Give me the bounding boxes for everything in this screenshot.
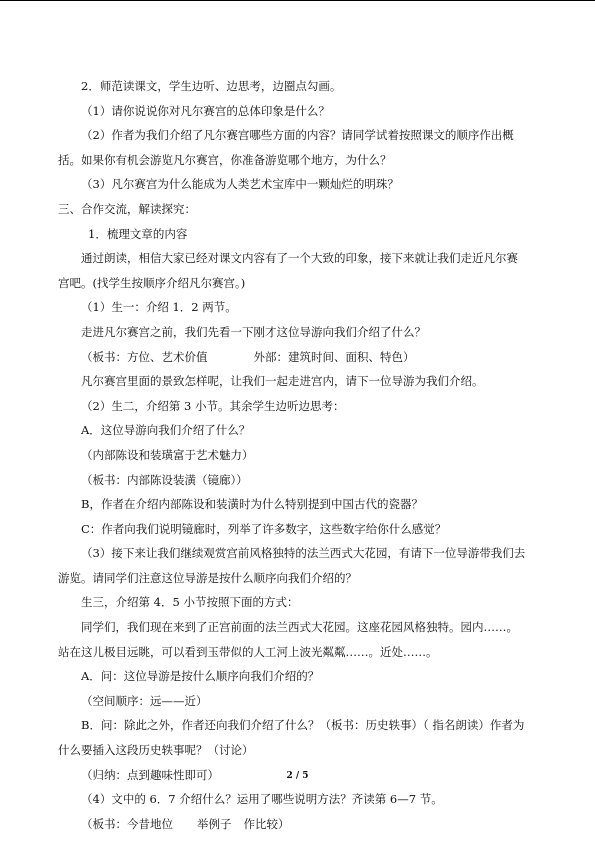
text-line: 什么要插入这段历史轶事呢？（讨论） — [58, 743, 254, 758]
board-note-middle: 举例子 — [197, 816, 232, 831]
text-line: （空间顺序：远——近） — [81, 693, 208, 708]
board-note-left: （板书：今昔地位 — [81, 816, 173, 831]
text-line: 走进凡尔赛宫之前，我们先看一下刚才这位导游向我们介绍了什么？ — [81, 324, 426, 339]
text-line: （4）文中的 6．7 介绍什么？运用了哪些说明方法？齐读第 6—7 节。 — [81, 792, 443, 807]
text-line: B，作者在介绍内部陈设和装潢时为什么特别提到中国古代的瓷器？ — [81, 497, 423, 512]
text-line: 生三，介绍第 4．5 小节按照下面的方式： — [81, 595, 299, 610]
text-line: B．问：除此之外，作者还向我们介绍了什么？（板书：历史轶事）（ 指名朗读）作者为 — [81, 718, 525, 733]
text-line: 凡尔赛宫里面的景致怎样呢，让我们一起走进宫内，请下一位导游为我们介绍。 — [81, 374, 484, 389]
board-note-left: （板书：方位、艺术价值 — [81, 349, 208, 364]
text-line — [58, 812, 538, 837]
text-line: C：作者向我们说明镜廊时，列举了许多数字，这些数字给你什么感觉？ — [81, 521, 447, 536]
text-line — [58, 345, 538, 370]
text-line: （2）作者为我们介绍了凡尔赛宫哪些方面的内容？请同学试着按照课文的顺序作出概 — [81, 128, 514, 143]
text-line: 括。如果你有机会游览凡尔赛宫，你准备游览哪个地方，为什么？ — [58, 152, 392, 167]
text-line: （内部陈设和装璜富于艺术魅力） — [81, 447, 254, 462]
text-line: 同学们，我们现在来到了正宫前面的法兰西式大花园。这座花园风格独特。园内……。 — [81, 620, 518, 635]
text-line: 宫吧。(找学生按顺序介绍凡尔赛宫。) — [58, 275, 246, 290]
text-line: 游览。请同学们注意这位导游是按什么顺序向我们介绍的？ — [58, 570, 357, 585]
text-line: （1）请你说说你对凡尔赛宫的总体印象是什么？ — [81, 103, 330, 118]
text-line: 1．梳理文章的内容 — [88, 226, 188, 241]
page-number: 2 / 5 — [286, 771, 309, 781]
text-line: A．这位导游向我们介绍了什么？ — [81, 423, 251, 438]
text-line: 通过朗读，相信大家已经对课文内容有了一个大致的印象，接下来就让我们走近凡尔赛 — [81, 251, 518, 266]
board-note-right: 外部：建筑时间、面积、特色） — [253, 349, 415, 364]
text-line: （板书：内部陈设装潢（镜廊）） — [81, 472, 248, 487]
text-line: 站在这儿极目远眺，可以看到玉带似的人工河上波光粼粼……。近处……。 — [58, 644, 438, 659]
board-note-right: 作比较） — [243, 816, 290, 831]
text-line: 2．师范读课文，学生边听、边思考，边圈点勾画。 — [81, 79, 342, 93]
text-line: （归纳：点到趣味性即可） — [81, 767, 219, 782]
document-body — [58, 74, 538, 836]
text-line: （3）凡尔赛宫为什么能成为人类艺术宝库中一颗灿烂的明珠？ — [81, 177, 399, 192]
header-rule — [0, 0, 595, 1]
text-line: （3）接下来让我们继续观赏宫前风格独特的法兰西式大花园，有请下一位导游带我们去 — [81, 546, 526, 561]
text-line: A．问：这位导游是按什么顺序向我们介绍的？ — [81, 669, 320, 684]
section-heading: 三、合作交流，解读探究： — [58, 201, 196, 216]
text-line: （2）生二，介绍第 3 小节。其余学生边听边思考： — [81, 398, 345, 413]
text-line: （1）生一：介绍 1．2 两节。 — [81, 300, 237, 315]
